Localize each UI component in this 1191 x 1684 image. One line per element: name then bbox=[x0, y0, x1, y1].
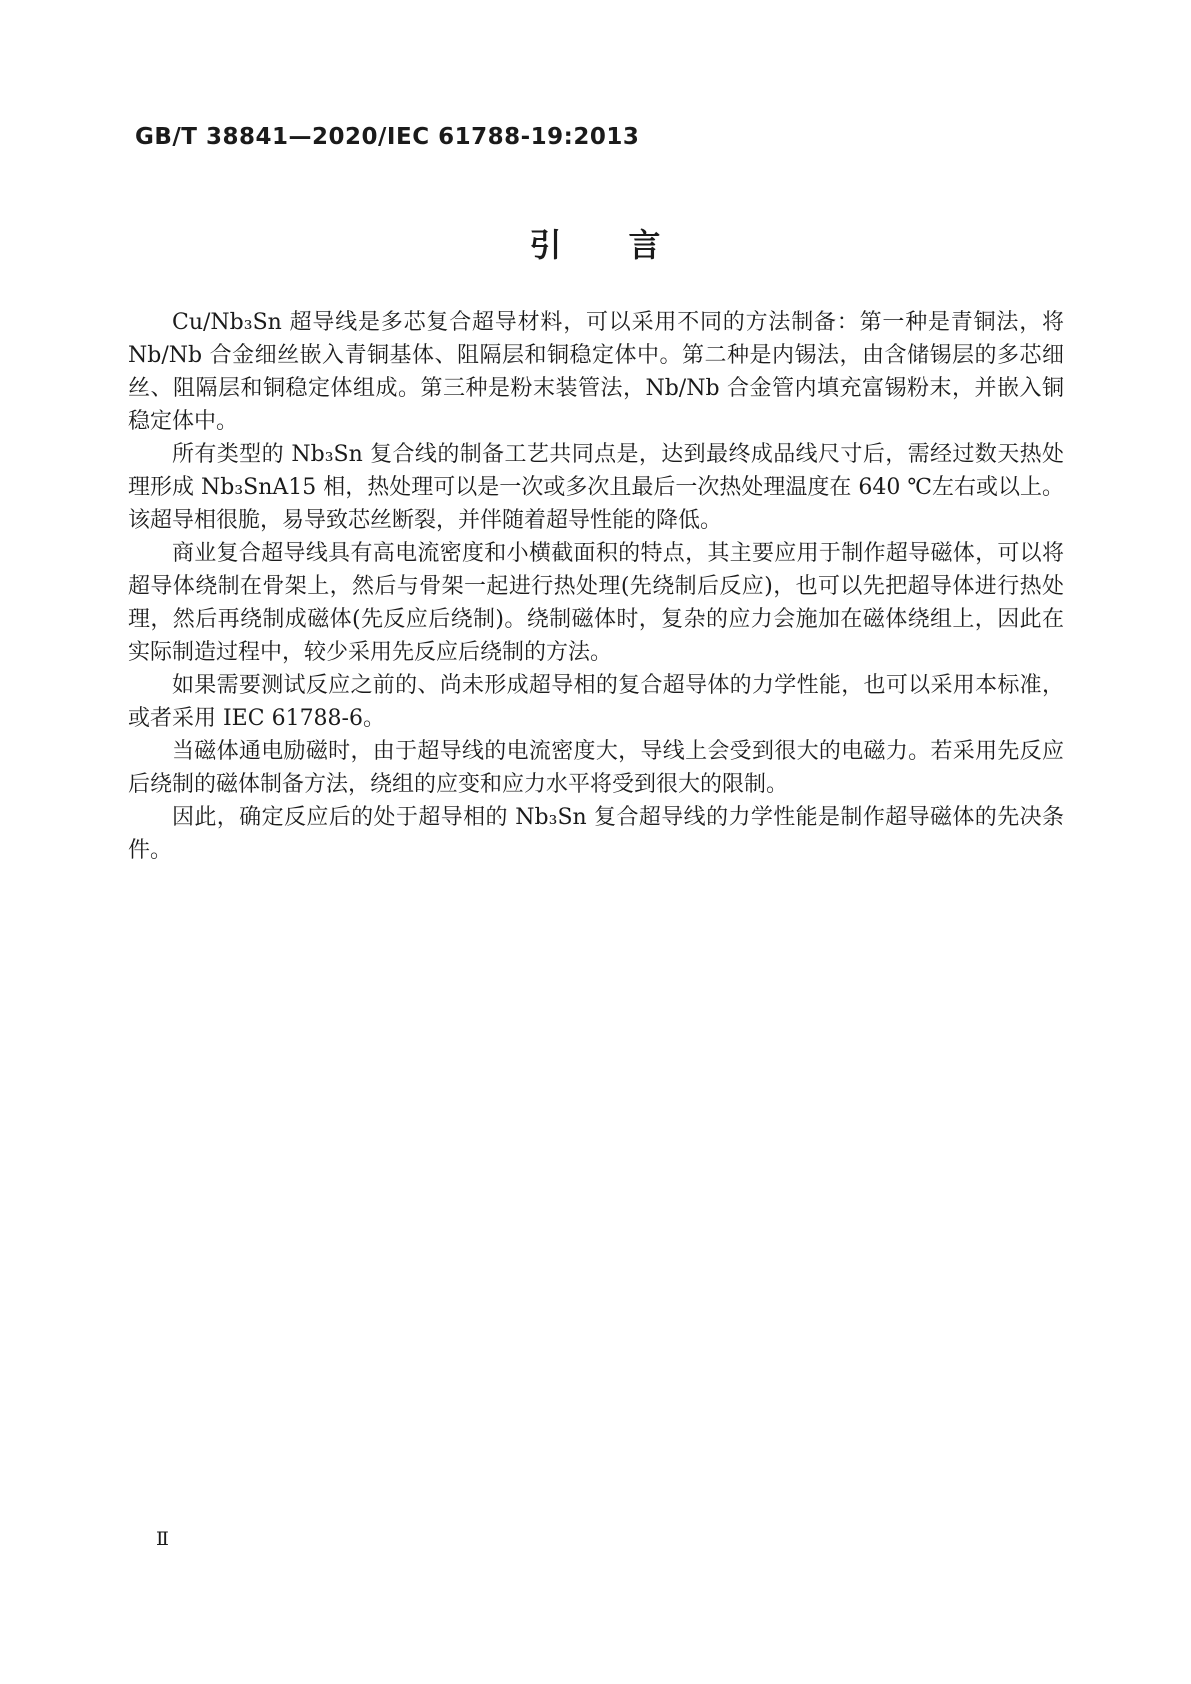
page-title: 引 言 bbox=[529, 226, 662, 264]
standard-code-header: GB/T 38841—2020/IEC 61788-19:2013 bbox=[135, 124, 640, 150]
paragraph-5: 当磁体通电励磁时，由于超导线的电流密度大，导线上会受到很大的电磁力。若采用先反应后绕制的磁体制备方法，绕组的应变和应力水平将受到很大的限制。 bbox=[128, 739, 1064, 797]
page-number: Ⅱ bbox=[156, 1528, 169, 1550]
paragraph-1: Cu/Nb₃Sn 超导线是多芯复合超导材料，可以采用不同的方法制备：第一种是青铜法，将 Nb/Nb 合金细丝嵌入青铜基体、阻隔层和铜稳定体中。第二种是内锡法，由含储锡层的多芯细丝、阻隔层和铜稳定体组成。第三种是粉末装管法，Nb/Nb 合金管内填充富锡粉末，并嵌入铜稳定体中。 bbox=[128, 310, 1064, 434]
paragraph-2: 所有类型的 Nb₃Sn 复合线的制备工艺共同点是，达到最终成品线尺寸后，需经过数天热处理形成 Nb₃SnA15 相，热处理可以是一次或多次且最后一次热处理温度在 640 ℃左右或以上。该超导相很脆，易导致芯丝断裂，并伴随着超导性能的降低。 bbox=[128, 442, 1064, 533]
paragraph-6: 因此，确定反应后的处于超导相的 Nb₃Sn 复合超导线的力学性能是制作超导磁体的先决条件。 bbox=[128, 805, 1064, 863]
paragraph-4: 如果需要测试反应之前的、尚未形成超导相的复合超导体的力学性能，也可以采用本标准，或者采用 IEC 61788-6。 bbox=[128, 673, 1064, 731]
introduction-body bbox=[128, 306, 1064, 867]
paragraph-3: 商业复合超导线具有高电流密度和小横截面积的特点，其主要应用于制作超导磁体，可以将超导体绕制在骨架上，然后与骨架一起进行热处理(先绕制后反应)，也可以先把超导体进行热处理，然后再绕制成磁体(先反应后绕制)。绕制磁体时，复杂的应力会施加在磁体绕组上，因此在实际制造过程中，较少采用先反应后绕制的方法。 bbox=[128, 541, 1064, 665]
